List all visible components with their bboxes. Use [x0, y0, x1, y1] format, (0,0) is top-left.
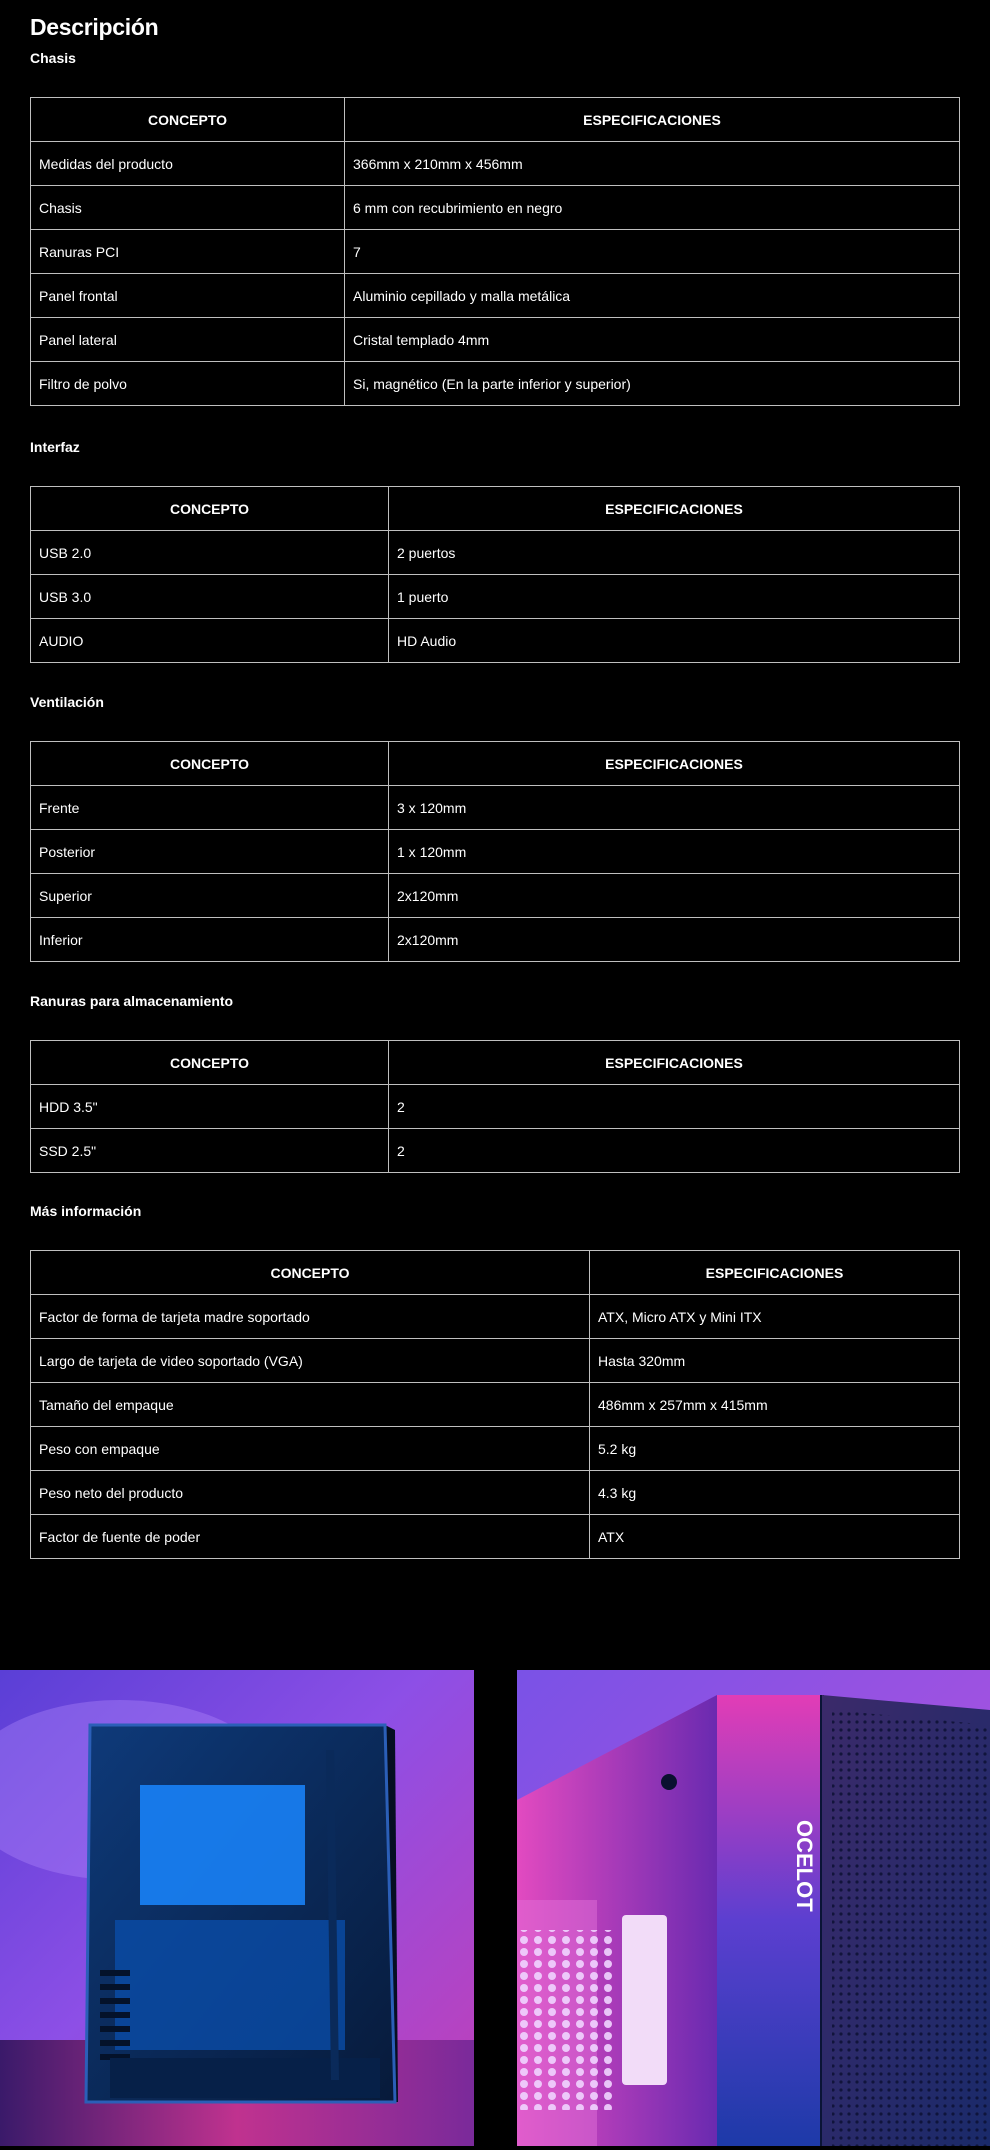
spec-cell: Si, magnético (En la parte inferior y superior)	[345, 362, 960, 406]
concept-cell: Medidas del producto	[31, 142, 345, 186]
table-row	[31, 186, 960, 230]
concept-cell: Posterior	[31, 830, 389, 874]
concept-cell: USB 2.0	[31, 531, 389, 575]
spec-cell: 2 puertos	[389, 531, 960, 575]
section-title-ventilacion: Ventilación	[30, 694, 104, 710]
spec-cell: 2x120mm	[389, 874, 960, 918]
header-specs: ESPECIFICACIONES	[389, 487, 960, 531]
concept-cell: Panel frontal	[31, 274, 345, 318]
table-row	[31, 830, 960, 874]
concept-cell: Tamaño del empaque	[31, 1383, 590, 1427]
spec-cell: Aluminio cepillado y malla metálica	[345, 274, 960, 318]
header-concept: CONCEPTO	[31, 1041, 389, 1085]
spec-cell: ATX, Micro ATX y Mini ITX	[590, 1295, 960, 1339]
concept-cell: Inferior	[31, 918, 389, 962]
table-row	[31, 1427, 960, 1471]
concept-cell: Largo de tarjeta de video soportado (VGA)	[31, 1339, 590, 1383]
product-photo-front	[0, 1670, 474, 2146]
spec-cell: 1 x 120mm	[389, 830, 960, 874]
spec-cell: 2	[389, 1085, 960, 1129]
table-row	[31, 531, 960, 575]
section-title-chasis: Chasis	[30, 50, 76, 66]
concept-cell: Chasis	[31, 186, 345, 230]
header-specs: ESPECIFICACIONES	[389, 742, 960, 786]
spec-cell: 3 x 120mm	[389, 786, 960, 830]
spec-cell: 7	[345, 230, 960, 274]
table-row	[31, 318, 960, 362]
table-row	[31, 1471, 960, 1515]
spec-cell: Cristal templado 4mm	[345, 318, 960, 362]
concept-cell: Factor de forma de tarjeta madre soportado	[31, 1295, 590, 1339]
table-row	[31, 274, 960, 318]
section-title-mas-informacion: Más información	[30, 1203, 142, 1219]
concept-cell: Frente	[31, 786, 389, 830]
header-concept: CONCEPTO	[31, 98, 345, 142]
header-concept: CONCEPTO	[31, 1251, 590, 1295]
spec-cell: 6 mm con recubrimiento en negro	[345, 186, 960, 230]
table-header-row	[31, 98, 960, 142]
table-row	[31, 1383, 960, 1427]
table-row	[31, 918, 960, 962]
table-row	[31, 619, 960, 663]
header-specs: ESPECIFICACIONES	[590, 1251, 960, 1295]
concept-cell: Superior	[31, 874, 389, 918]
spec-cell: ATX	[590, 1515, 960, 1559]
spec-cell: 4.3 kg	[590, 1471, 960, 1515]
header-specs: ESPECIFICACIONES	[389, 1041, 960, 1085]
table-row	[31, 874, 960, 918]
spec-cell: HD Audio	[389, 619, 960, 663]
table-row	[31, 1295, 960, 1339]
table-header-row	[31, 1251, 960, 1295]
header-concept: CONCEPTO	[31, 742, 389, 786]
concept-cell: HDD 3.5"	[31, 1085, 389, 1129]
concept-cell: Peso neto del producto	[31, 1471, 590, 1515]
header-concept: CONCEPTO	[31, 487, 389, 531]
concept-cell: AUDIO	[31, 619, 389, 663]
page-title: Descripción	[30, 14, 159, 40]
spec-table-ventilacion	[30, 741, 960, 962]
spec-cell: Hasta 320mm	[590, 1339, 960, 1383]
concept-cell: Ranuras PCI	[31, 230, 345, 274]
concept-cell: Panel lateral	[31, 318, 345, 362]
table-row	[31, 142, 960, 186]
product-photo-angle	[517, 1670, 990, 2146]
table-row	[31, 1129, 960, 1173]
spec-table-mas-informacion	[30, 1250, 960, 1559]
brand-logo: OCELOT	[792, 1820, 817, 1912]
spec-table-chasis	[30, 97, 960, 406]
table-header-row	[31, 1041, 960, 1085]
table-row	[31, 786, 960, 830]
table-row	[31, 1339, 960, 1383]
spec-cell: 1 puerto	[389, 575, 960, 619]
table-row	[31, 230, 960, 274]
table-row	[31, 1515, 960, 1559]
concept-cell: SSD 2.5"	[31, 1129, 389, 1173]
header-specs: ESPECIFICACIONES	[345, 98, 960, 142]
spec-cell: 486mm x 257mm x 415mm	[590, 1383, 960, 1427]
section-title-almacenamiento: Ranuras para almacenamiento	[30, 993, 234, 1009]
table-header-row	[31, 742, 960, 786]
table-row	[31, 1085, 960, 1129]
spec-cell: 2	[389, 1129, 960, 1173]
spec-table-interfaz	[30, 486, 960, 663]
spec-cell: 366mm x 210mm x 456mm	[345, 142, 960, 186]
spec-cell: 2x120mm	[389, 918, 960, 962]
concept-cell: Filtro de polvo	[31, 362, 345, 406]
table-row	[31, 575, 960, 619]
table-header-row	[31, 487, 960, 531]
concept-cell: Factor de fuente de poder	[31, 1515, 590, 1559]
spec-cell: 5.2 kg	[590, 1427, 960, 1471]
section-title-interfaz: Interfaz	[30, 439, 80, 455]
table-row	[31, 362, 960, 406]
concept-cell: Peso con empaque	[31, 1427, 590, 1471]
spec-table-almacenamiento	[30, 1040, 960, 1173]
concept-cell: USB 3.0	[31, 575, 389, 619]
